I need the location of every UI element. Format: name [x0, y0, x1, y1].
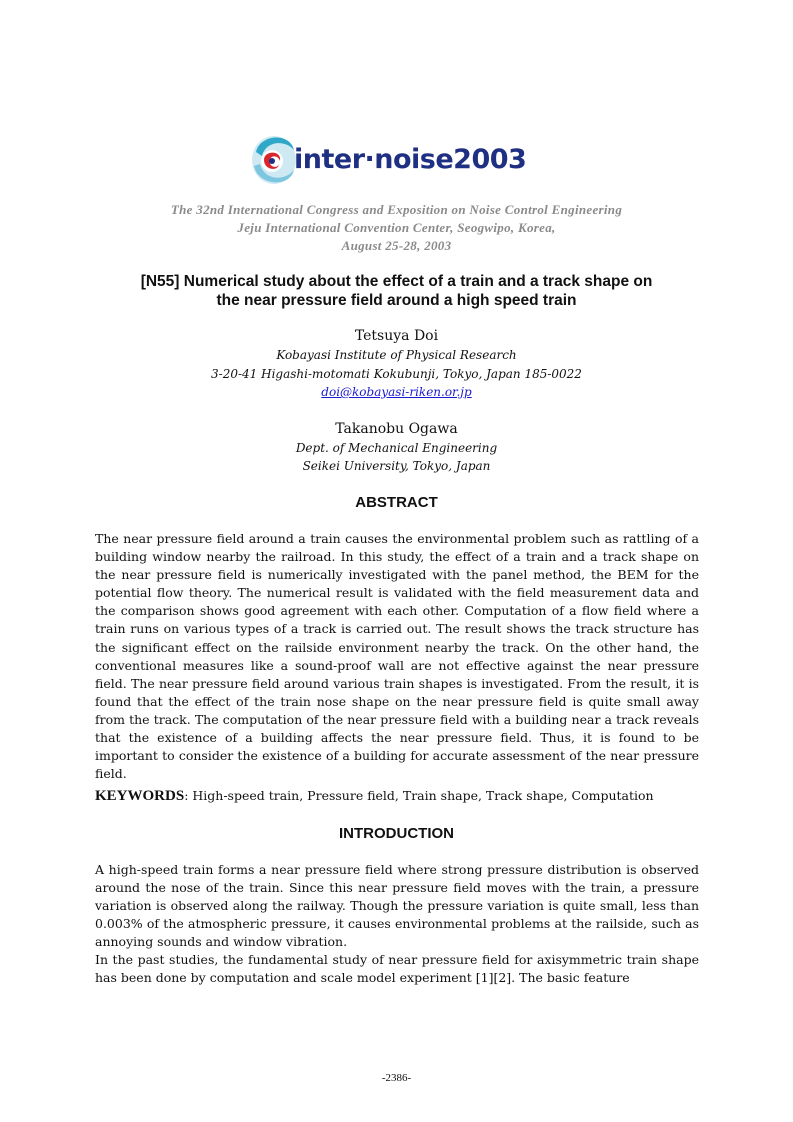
conference-line-1: The 32nd International Congress and Exposition on Noise Control Engineering	[170, 202, 623, 217]
abstract-heading: ABSTRACT	[355, 494, 438, 511]
logo-wordmark: inter·noise2003	[294, 144, 527, 175]
paper-title	[90, 272, 703, 310]
conference-line-2: Jeju International Convention Center, Seogwipo, Korea,	[237, 220, 556, 235]
author-name-1: Tetsuya Doi	[354, 328, 439, 344]
author-1-address: 3-20-41 Higashi-motomati Kokubunji, Tokyo, Japan 185-0022	[211, 367, 582, 381]
introduction-paragraph-1: A high-speed train forms a near pressure field where strong pressure distribution is observed around the nose of the train. Since this near pressure field moves with the train, a pressure variation is observed along the railway. Though the pressure variation is quite small, less than 0.003% of the atmospheric pressure, it causes environmental problems at the railside, such as annoying sounds and window vibration.	[95, 862, 699, 950]
keywords-line	[95, 788, 735, 805]
author-name-2: Takanobu Ogawa	[335, 421, 458, 437]
author-2-address: Seikei University, Tokyo, Japan	[302, 459, 491, 473]
paper-title-line-1: [N55] Numerical study about the effect of a train and a track shape on	[140, 273, 653, 290]
paper-title-line-2: the near pressure field around a high speed train	[216, 292, 577, 309]
author-1-email-row	[0, 385, 793, 399]
keywords-label: KEYWORDS	[95, 788, 185, 804]
conference-line-3: August 25-28, 2003	[341, 238, 452, 253]
page-number: -2386-	[381, 1072, 412, 1084]
author-2-affiliation: Dept. of Mechanical Engineering	[295, 441, 498, 455]
keywords-text: : High-speed train, Pressure field, Train shape, Track shape, Computation	[184, 788, 654, 803]
conference-logo	[250, 130, 550, 190]
author-1-email-link[interactable]: doi@kobayasi-riken.or.jp	[321, 385, 472, 399]
introduction-heading: INTRODUCTION	[339, 825, 454, 842]
author-1-affiliation: Kobayasi Institute of Physical Research	[276, 348, 517, 362]
abstract-text: The near pressure field around a train causes the environmental problem such as rattling of a building window nearby the railroad. In this study, the effect of a train and a track shape on the near pressure field is numerically investigated with the panel method, the BEM for the potential flow theory. The numerical result is validated with the field measurement data and the comparison shows good agreement with each other. Computation of a flow field where a train runs on various types of a track is carried out. The result shows the track structure has the significant effect on the railside environment nearby the track. On the other hand, the conventional measures like a sound-proof wall are not effective against the near pressure field. The near pressure field around various train shapes is investigated. From the result, it is found that the effect of the train nose shape on the near pressure field is quite small away from the track. The computation of the near pressure field with a building near a track reveals that the existence of a building affects the near pressure field. Thus, it is found to be important to consider the existence of a building for accurate assessment of the near pressure field.	[95, 531, 699, 782]
introduction-paragraph-2: In the past studies, the fundamental study of near pressure field for axisymmetric train shape has been done by computation and scale model experiment [1][2]. The basic feature	[95, 952, 699, 986]
swirl-logo-icon	[250, 130, 298, 190]
